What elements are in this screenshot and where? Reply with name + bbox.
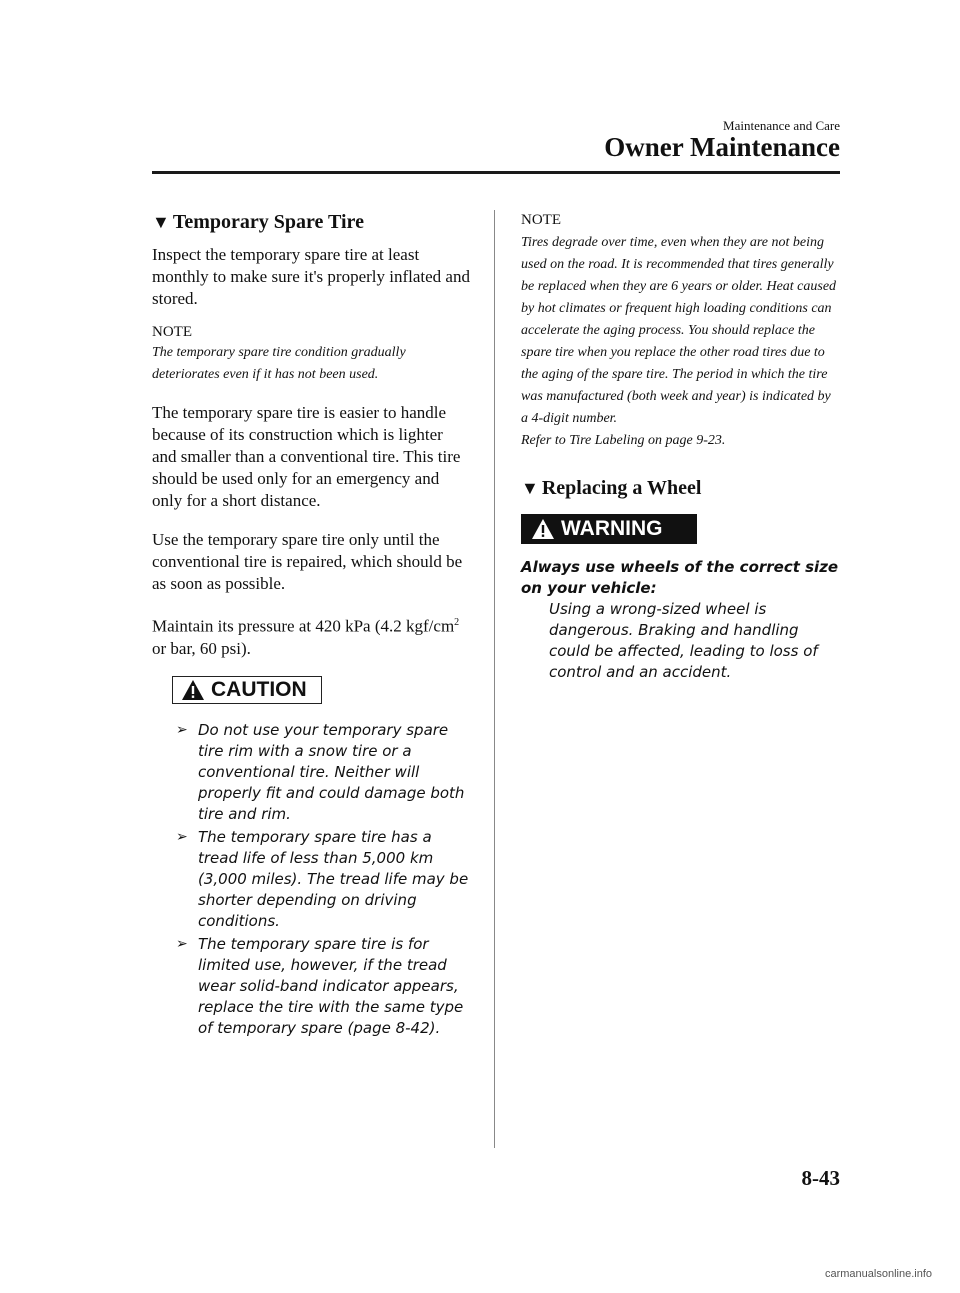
bullet-arrow-icon: ➢: [176, 935, 188, 952]
warning-badge: [521, 514, 697, 544]
right-column: [521, 210, 840, 683]
caution-warning-triangle-icon: [181, 679, 205, 701]
section-heading-replacing-wheel: [521, 476, 840, 500]
page-number: 8-43: [801, 1166, 840, 1190]
paragraph-inspect: Inspect the temporary spare tire at least monthly to make sure it's properly inflated and stored.: [152, 245, 470, 308]
heading-text: Temporary Spare Tire: [172, 211, 364, 233]
pressure-text-a: Maintain its pressure at 420 kPa (4.2 kgf/cm: [152, 616, 455, 636]
caution-item-text: The temporary spare tire is for limited use, however, if the tread wear solid-band indicator appears, replace the tire with the same type of temporary spare (page 8-42).: [198, 934, 464, 1037]
caution-list: [172, 720, 470, 1039]
header-section-label: Maintenance and Care: [723, 118, 840, 133]
note-label: NOTE: [521, 212, 561, 228]
warning-label: WARNING: [561, 517, 663, 540]
pressure-superscript: 2: [454, 617, 460, 628]
note-label: NOTE: [152, 324, 192, 340]
caution-item: [172, 827, 470, 932]
caution-item: [172, 720, 470, 825]
caution-item: [172, 934, 470, 1039]
paragraph-pressure: [152, 612, 470, 660]
triangle-down-icon: ▼: [521, 478, 539, 498]
heading-text: Replacing a Wheel: [541, 477, 702, 499]
note-reference: Refer to Tire Labeling on page 9-23.: [521, 433, 726, 448]
left-column: [152, 210, 470, 1041]
note-text: The temporary spare tire condition gradually deteriorates even if it has not been used.: [152, 345, 406, 382]
caution-badge-wrap: [172, 676, 470, 706]
bullet-arrow-icon: ➢: [176, 721, 188, 738]
pressure-text-b: or bar, 60 psi).: [152, 638, 251, 658]
header-title: Owner Maintenance: [604, 132, 840, 162]
watermark: carmanualsonline.info: [824, 1268, 932, 1280]
section-heading-temporary-spare: [152, 210, 470, 234]
caution-badge: [172, 676, 322, 704]
paragraph-use-until: Use the temporary spare tire only until the conventional tire is repaired, which should be as soon as possible.: [152, 530, 463, 593]
header-divider: [152, 171, 840, 174]
caution-label: CAUTION: [211, 677, 307, 701]
warning-lead: Always use wheels of the correct size on your vehicle:: [521, 558, 839, 597]
bullet-arrow-icon: ➢: [176, 828, 188, 845]
caution-item-text: The temporary spare tire has a tread life of less than 5,000 km (3,000 miles). The tread life may be shorter depending on driving conditions.: [198, 827, 469, 930]
warning-triangle-icon: [531, 518, 555, 540]
warning-badge-wrap: [521, 514, 840, 545]
paragraph-construction: The temporary spare tire is easier to handle because of its construction which is lighter and smaller than a conventional tire. This tire should be used only for an emergency and only for a short distance.: [152, 403, 461, 510]
warning-body: Using a wrong-sized wheel is dangerous. Braking and handling could be affected, leading to loss of control and an accident.: [549, 600, 818, 681]
triangle-down-icon: ▼: [152, 212, 170, 232]
column-divider: [494, 210, 495, 1148]
note-text-tire-aging: Tires degrade over time, even when they are not being used on the road. It is recommended that tires generally be replaced when they are 6 years or older. Heat caused by hot climates or frequent high loading conditions can accelerate the aging process. You should replace the spare tire when you replace the other road tires due to the aging of the spare tire. The period in which the tire was manufactured (both week and year) is indicated by a 4-digit number.: [521, 235, 837, 426]
caution-item-text: Do not use your temporary spare tire rim with a snow tire or a conventional tire. Neither will properly fit and could damage both tire and rim.: [198, 720, 465, 823]
